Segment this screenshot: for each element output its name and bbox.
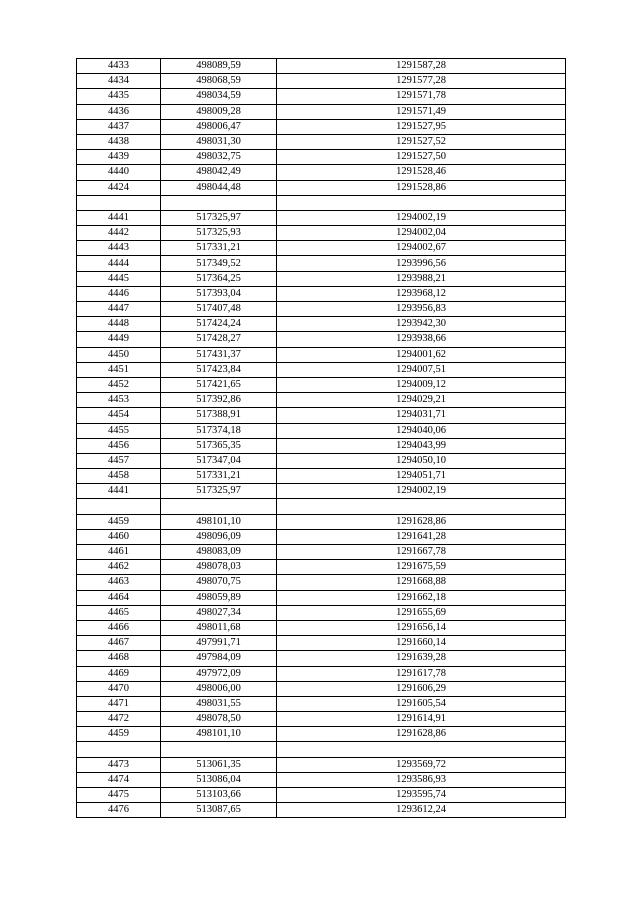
y-coordinate-cell: 1291656,14 <box>277 620 566 635</box>
y-coordinate-cell: 1291641,28 <box>277 529 566 544</box>
point-number-cell: 4468 <box>77 651 161 666</box>
y-coordinate-cell: 1293938,66 <box>277 332 566 347</box>
table-row <box>77 696 566 711</box>
point-number-cell: 4435 <box>77 89 161 104</box>
table-row <box>77 469 566 484</box>
table-row <box>77 119 566 134</box>
x-coordinate-cell: 517424,24 <box>161 317 277 332</box>
table-row <box>77 241 566 256</box>
x-coordinate-cell: 498101,10 <box>161 727 277 742</box>
table-row <box>77 529 566 544</box>
y-coordinate-cell: 1293968,12 <box>277 286 566 301</box>
y-coordinate-cell: 1291587,28 <box>277 59 566 74</box>
x-coordinate-cell: 517331,21 <box>161 469 277 484</box>
y-coordinate-cell: 1291660,14 <box>277 636 566 651</box>
y-coordinate-cell: 1293586,93 <box>277 772 566 787</box>
point-number-cell <box>77 742 161 757</box>
table-row <box>77 651 566 666</box>
point-number-cell: 4437 <box>77 119 161 134</box>
y-coordinate-cell: 1294007,51 <box>277 362 566 377</box>
table-row <box>77 757 566 772</box>
x-coordinate-cell: 498059,89 <box>161 590 277 605</box>
y-coordinate-cell: 1294002,19 <box>277 484 566 499</box>
y-coordinate-cell: 1294043,99 <box>277 438 566 453</box>
point-number-cell: 4448 <box>77 317 161 332</box>
y-coordinate-cell: 1293956,83 <box>277 302 566 317</box>
coordinates-table-body <box>77 59 566 818</box>
y-coordinate-cell: 1293988,21 <box>277 271 566 286</box>
x-coordinate-cell: 498068,59 <box>161 74 277 89</box>
point-number-cell <box>77 195 161 210</box>
x-coordinate-cell: 498042,49 <box>161 165 277 180</box>
table-row <box>77 605 566 620</box>
point-number-cell: 4454 <box>77 408 161 423</box>
point-number-cell: 4445 <box>77 271 161 286</box>
y-coordinate-cell: 1291528,86 <box>277 180 566 195</box>
table-row <box>77 302 566 317</box>
y-coordinate-cell: 1294002,67 <box>277 241 566 256</box>
x-coordinate-cell: 517347,04 <box>161 453 277 468</box>
point-number-cell: 4466 <box>77 620 161 635</box>
x-coordinate-cell: 498034,59 <box>161 89 277 104</box>
y-coordinate-cell: 1291662,18 <box>277 590 566 605</box>
point-number-cell: 4451 <box>77 362 161 377</box>
point-number-cell: 4434 <box>77 74 161 89</box>
point-number-cell: 4465 <box>77 605 161 620</box>
table-row <box>77 545 566 560</box>
point-number-cell: 4449 <box>77 332 161 347</box>
table-row <box>77 423 566 438</box>
table-row <box>77 180 566 195</box>
table-row <box>77 453 566 468</box>
table-row <box>77 590 566 605</box>
x-coordinate-cell: 498027,34 <box>161 605 277 620</box>
y-coordinate-cell: 1291655,69 <box>277 605 566 620</box>
x-coordinate-cell <box>161 499 277 514</box>
point-number-cell: 4458 <box>77 469 161 484</box>
table-row <box>77 377 566 392</box>
x-coordinate-cell: 517423,84 <box>161 362 277 377</box>
y-coordinate-cell: 1294050,10 <box>277 453 566 468</box>
y-coordinate-cell: 1294001,62 <box>277 347 566 362</box>
point-number-cell: 4436 <box>77 104 161 119</box>
x-coordinate-cell: 498006,47 <box>161 119 277 134</box>
y-coordinate-cell: 1293595,74 <box>277 788 566 803</box>
point-number-cell: 4440 <box>77 165 161 180</box>
point-number-cell <box>77 499 161 514</box>
y-coordinate-cell: 1291606,29 <box>277 681 566 696</box>
y-coordinate-cell: 1291639,28 <box>277 651 566 666</box>
table-row <box>77 408 566 423</box>
x-coordinate-cell: 498070,75 <box>161 575 277 590</box>
x-coordinate-cell: 517365,35 <box>161 438 277 453</box>
table-row <box>77 271 566 286</box>
y-coordinate-cell: 1291617,78 <box>277 666 566 681</box>
point-number-cell: 4453 <box>77 393 161 408</box>
point-number-cell: 4472 <box>77 712 161 727</box>
table-row <box>77 772 566 787</box>
table-row <box>77 74 566 89</box>
table-row <box>77 666 566 681</box>
x-coordinate-cell: 498101,10 <box>161 514 277 529</box>
table-row <box>77 727 566 742</box>
y-coordinate-cell: 1294051,71 <box>277 469 566 484</box>
x-coordinate-cell: 513086,04 <box>161 772 277 787</box>
point-number-cell: 4459 <box>77 514 161 529</box>
y-coordinate-cell: 1291528,46 <box>277 165 566 180</box>
point-number-cell: 4461 <box>77 545 161 560</box>
x-coordinate-cell: 517349,52 <box>161 256 277 271</box>
table-row <box>77 681 566 696</box>
point-number-cell: 4470 <box>77 681 161 696</box>
point-number-cell: 4433 <box>77 59 161 74</box>
point-number-cell: 4469 <box>77 666 161 681</box>
table-row <box>77 150 566 165</box>
table-row <box>77 226 566 241</box>
y-coordinate-cell: 1294031,71 <box>277 408 566 423</box>
separator-row <box>77 499 566 514</box>
x-coordinate-cell: 498031,30 <box>161 134 277 149</box>
table-row <box>77 332 566 347</box>
y-coordinate-cell: 1291668,88 <box>277 575 566 590</box>
y-coordinate-cell: 1293612,24 <box>277 803 566 818</box>
point-number-cell: 4444 <box>77 256 161 271</box>
point-number-cell: 4475 <box>77 788 161 803</box>
point-number-cell: 4450 <box>77 347 161 362</box>
x-coordinate-cell: 513087,65 <box>161 803 277 818</box>
table-row <box>77 89 566 104</box>
table-row <box>77 347 566 362</box>
table-row <box>77 210 566 225</box>
y-coordinate-cell: 1294002,19 <box>277 210 566 225</box>
point-number-cell: 4464 <box>77 590 161 605</box>
x-coordinate-cell: 517325,97 <box>161 210 277 225</box>
point-number-cell: 4471 <box>77 696 161 711</box>
x-coordinate-cell: 513103,66 <box>161 788 277 803</box>
table-row <box>77 788 566 803</box>
table-row <box>77 362 566 377</box>
point-number-cell: 4456 <box>77 438 161 453</box>
y-coordinate-cell: 1294029,21 <box>277 393 566 408</box>
y-coordinate-cell <box>277 742 566 757</box>
x-coordinate-cell: 513061,35 <box>161 757 277 772</box>
table-row <box>77 438 566 453</box>
y-coordinate-cell: 1291527,52 <box>277 134 566 149</box>
x-coordinate-cell: 517374,18 <box>161 423 277 438</box>
point-number-cell: 4463 <box>77 575 161 590</box>
table-row <box>77 514 566 529</box>
x-coordinate-cell: 498078,03 <box>161 560 277 575</box>
x-coordinate-cell: 498006,00 <box>161 681 277 696</box>
point-number-cell: 4447 <box>77 302 161 317</box>
y-coordinate-cell: 1291571,78 <box>277 89 566 104</box>
x-coordinate-cell: 498078,50 <box>161 712 277 727</box>
separator-row <box>77 195 566 210</box>
table-row <box>77 803 566 818</box>
point-number-cell: 4446 <box>77 286 161 301</box>
point-number-cell: 4441 <box>77 484 161 499</box>
table-row <box>77 484 566 499</box>
point-number-cell: 4462 <box>77 560 161 575</box>
y-coordinate-cell: 1291675,59 <box>277 560 566 575</box>
y-coordinate-cell: 1291577,28 <box>277 74 566 89</box>
x-coordinate-cell: 517393,04 <box>161 286 277 301</box>
table-row <box>77 134 566 149</box>
x-coordinate-cell: 517431,37 <box>161 347 277 362</box>
x-coordinate-cell: 498032,75 <box>161 150 277 165</box>
x-coordinate-cell <box>161 742 277 757</box>
y-coordinate-cell: 1294009,12 <box>277 377 566 392</box>
y-coordinate-cell: 1291628,86 <box>277 727 566 742</box>
x-coordinate-cell: 497984,09 <box>161 651 277 666</box>
y-coordinate-cell: 1291614,91 <box>277 712 566 727</box>
point-number-cell: 4474 <box>77 772 161 787</box>
x-coordinate-cell: 498011,68 <box>161 620 277 635</box>
point-number-cell: 4439 <box>77 150 161 165</box>
y-coordinate-cell: 1291605,54 <box>277 696 566 711</box>
point-number-cell: 4460 <box>77 529 161 544</box>
point-number-cell: 4438 <box>77 134 161 149</box>
point-number-cell: 4467 <box>77 636 161 651</box>
y-coordinate-cell: 1294002,04 <box>277 226 566 241</box>
point-number-cell: 4443 <box>77 241 161 256</box>
table-row <box>77 104 566 119</box>
y-coordinate-cell: 1293569,72 <box>277 757 566 772</box>
table-row <box>77 256 566 271</box>
y-coordinate-cell: 1291628,86 <box>277 514 566 529</box>
y-coordinate-cell <box>277 195 566 210</box>
x-coordinate-cell: 498096,09 <box>161 529 277 544</box>
x-coordinate-cell: 517325,93 <box>161 226 277 241</box>
table-row <box>77 575 566 590</box>
y-coordinate-cell: 1291527,95 <box>277 119 566 134</box>
point-number-cell: 4459 <box>77 727 161 742</box>
y-coordinate-cell: 1291667,78 <box>277 545 566 560</box>
y-coordinate-cell: 1293996,56 <box>277 256 566 271</box>
x-coordinate-cell: 498089,59 <box>161 59 277 74</box>
point-number-cell: 4457 <box>77 453 161 468</box>
table-row <box>77 636 566 651</box>
x-coordinate-cell: 517392,86 <box>161 393 277 408</box>
table-row <box>77 620 566 635</box>
table-row <box>77 712 566 727</box>
x-coordinate-cell: 517421,65 <box>161 377 277 392</box>
table-row <box>77 165 566 180</box>
x-coordinate-cell: 517331,21 <box>161 241 277 256</box>
x-coordinate-cell: 517428,27 <box>161 332 277 347</box>
y-coordinate-cell: 1291527,50 <box>277 150 566 165</box>
separator-row <box>77 742 566 757</box>
table-row <box>77 59 566 74</box>
y-coordinate-cell: 1294040,06 <box>277 423 566 438</box>
point-number-cell: 4452 <box>77 377 161 392</box>
point-number-cell: 4441 <box>77 210 161 225</box>
x-coordinate-cell: 498083,09 <box>161 545 277 560</box>
y-coordinate-cell: 1291571,49 <box>277 104 566 119</box>
coordinates-table <box>76 58 566 818</box>
point-number-cell: 4476 <box>77 803 161 818</box>
x-coordinate-cell <box>161 195 277 210</box>
x-coordinate-cell: 497991,71 <box>161 636 277 651</box>
table-row <box>77 317 566 332</box>
point-number-cell: 4455 <box>77 423 161 438</box>
x-coordinate-cell: 498009,28 <box>161 104 277 119</box>
x-coordinate-cell: 517388,91 <box>161 408 277 423</box>
point-number-cell: 4442 <box>77 226 161 241</box>
x-coordinate-cell: 517407,48 <box>161 302 277 317</box>
table-row <box>77 560 566 575</box>
point-number-cell: 4473 <box>77 757 161 772</box>
y-coordinate-cell <box>277 499 566 514</box>
x-coordinate-cell: 517325,97 <box>161 484 277 499</box>
x-coordinate-cell: 498031,55 <box>161 696 277 711</box>
point-number-cell: 4424 <box>77 180 161 195</box>
x-coordinate-cell: 517364,25 <box>161 271 277 286</box>
x-coordinate-cell: 497972,09 <box>161 666 277 681</box>
table-row <box>77 393 566 408</box>
y-coordinate-cell: 1293942,30 <box>277 317 566 332</box>
table-row <box>77 286 566 301</box>
x-coordinate-cell: 498044,48 <box>161 180 277 195</box>
